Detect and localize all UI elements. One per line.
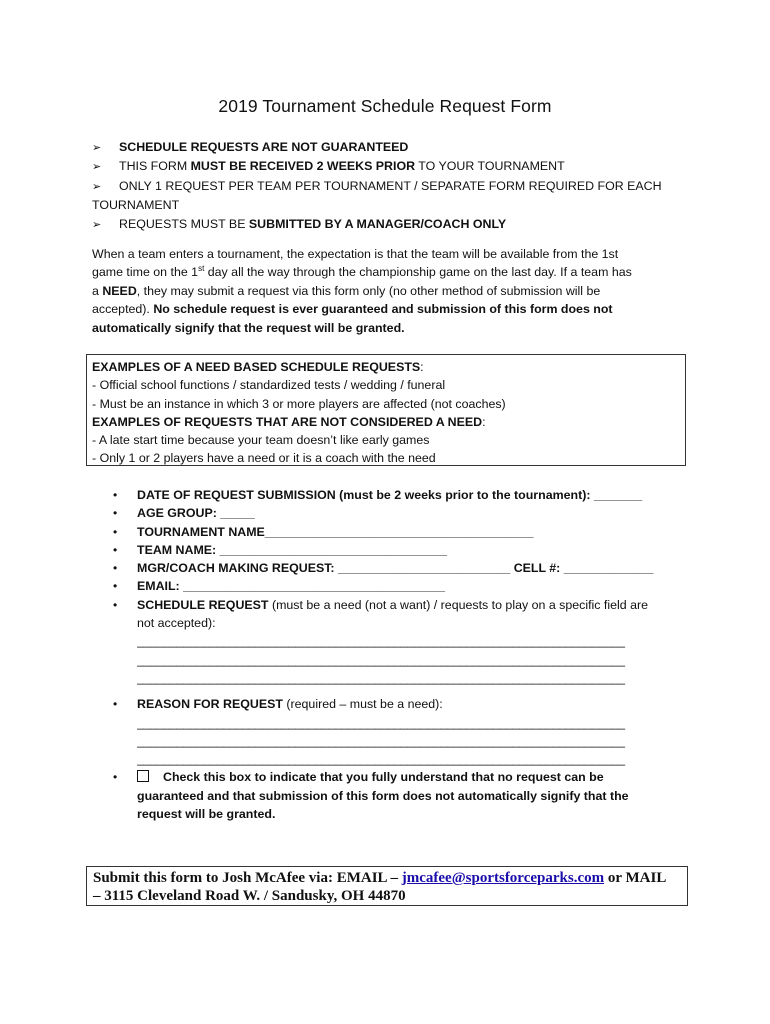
email-link[interactable]: jmcafee@sportsforceparks.com	[401, 870, 605, 886]
form-fields	[110, 486, 690, 823]
age-group-field[interactable]: • AGE GROUP: _____	[110, 504, 690, 522]
tournament-name-field[interactable]: • TOURNAMENT NAME_______________________________________	[110, 523, 690, 541]
bullet-icon: •	[113, 697, 118, 712]
date-field[interactable]: • DATE OF REQUEST SUBMISSION (must be 2 weeks prior to the tournament): _______	[110, 486, 690, 504]
reason-answer-line[interactable]: __________________________________________________________________________	[137, 752, 625, 767]
bullet-icon: •	[113, 488, 118, 502]
page-title: 2019 Tournament Schedule Request Form	[218, 96, 552, 116]
notice-list	[92, 138, 692, 234]
bullet-icon: •	[113, 579, 118, 594]
not-need-heading: EXAMPLES OF REQUESTS THAT ARE NOT CONSIDERED A NEED:	[92, 414, 486, 429]
reason-field: • REASON FOR REQUEST (required – must be a need): __________________________________________________________________________ __________________________________________________________________________ __________________________________________________________________________	[110, 695, 690, 768]
acknowledge-checkbox[interactable]	[137, 770, 149, 782]
acknowledge-item: • Check this box to indicate that you fully understand that no request can be guaranteed and that submission of this form does not automatically signify that the request will be granted.	[113, 770, 629, 822]
not-need-example: - Only 1 or 2 players have a need or it is a coach with the need	[92, 451, 436, 466]
arrow-bullet-icon: ➢	[92, 160, 102, 174]
notice-item: ➢ ONLY 1 REQUEST PER TEAM PER TOURNAMENT / SEPARATE FORM REQUIRED FOR EACH	[92, 177, 692, 196]
schedule-answer-line[interactable]: __________________________________________________________________________	[137, 634, 625, 649]
bullet-icon: •	[113, 542, 118, 557]
arrow-bullet-icon: ➢	[92, 179, 102, 193]
notice-item: ➢ REQUESTS MUST BE SUBMITTED BY A MANAGER/COACH ONLY	[92, 215, 692, 234]
notice-item: ➢ SCHEDULE REQUESTS ARE NOT GUARANTEED	[92, 138, 692, 157]
coach-field[interactable]: • MGR/COACH MAKING REQUEST: _________________________ CELL #: _____________	[110, 559, 690, 577]
email-field[interactable]: • EMAIL: ______________________________________	[110, 577, 690, 595]
arrow-bullet-icon: ➢	[92, 141, 102, 154]
notice-item-continued: TOURNAMENT	[92, 198, 180, 213]
need-example: - Must be an instance in which 3 or more players are affected (not coaches)	[92, 396, 506, 411]
need-example: - Official school functions / standardized tests / wedding / funeral	[92, 378, 446, 393]
arrow-bullet-icon: ➢	[92, 217, 102, 231]
need-heading: EXAMPLES OF A NEED BASED SCHEDULE REQUESTS:	[92, 360, 424, 374]
not-need-example: - A late start time because your team doesn’t like early games	[92, 433, 430, 448]
schedule-answer-line[interactable]: __________________________________________________________________________	[137, 670, 625, 685]
bullet-icon: •	[113, 506, 118, 521]
submit-instructions: Submit this form to Josh McAfee via: EMAIL – jmcafee@sportsforceparks.com or MAIL – 3115 Cleveland Road W. / Sandusky, OH 44870	[86, 866, 688, 906]
reason-answer-line[interactable]: __________________________________________________________________________	[137, 715, 625, 730]
schedule-answer-line[interactable]: __________________________________________________________________________	[137, 652, 625, 667]
team-name-field[interactable]: • TEAM NAME: _________________________________	[110, 541, 690, 559]
schedule-request-field: • SCHEDULE REQUEST (must be a need (not a want) / requests to play on a specific field are not accepted): __________________________________________________________________________ __________________________________________________________________________ __________________________________________________________________________	[110, 596, 690, 687]
bullet-icon: •	[113, 770, 118, 785]
notice-item: ➢ THIS FORM MUST BE RECEIVED 2 WEEKS PRIOR TO YOUR TOURNAMENT	[92, 157, 692, 176]
examples-box	[86, 354, 686, 466]
reason-answer-line[interactable]: __________________________________________________________________________	[137, 733, 625, 748]
bullet-icon: •	[113, 524, 118, 539]
bullet-icon: •	[113, 597, 118, 612]
intro-paragraph: When a team enters a tournament, the expectation is that the team will be available from the 1st game time on the 1st day all the way through the championship game on the last day. If a team has a NEED, they may submit a request via this form only (no other method of submission will be accepted). No schedule request is ever guaranteed and submission of this form does not automatically signify that the request will be granted.	[92, 247, 632, 335]
bullet-icon: •	[113, 561, 118, 576]
